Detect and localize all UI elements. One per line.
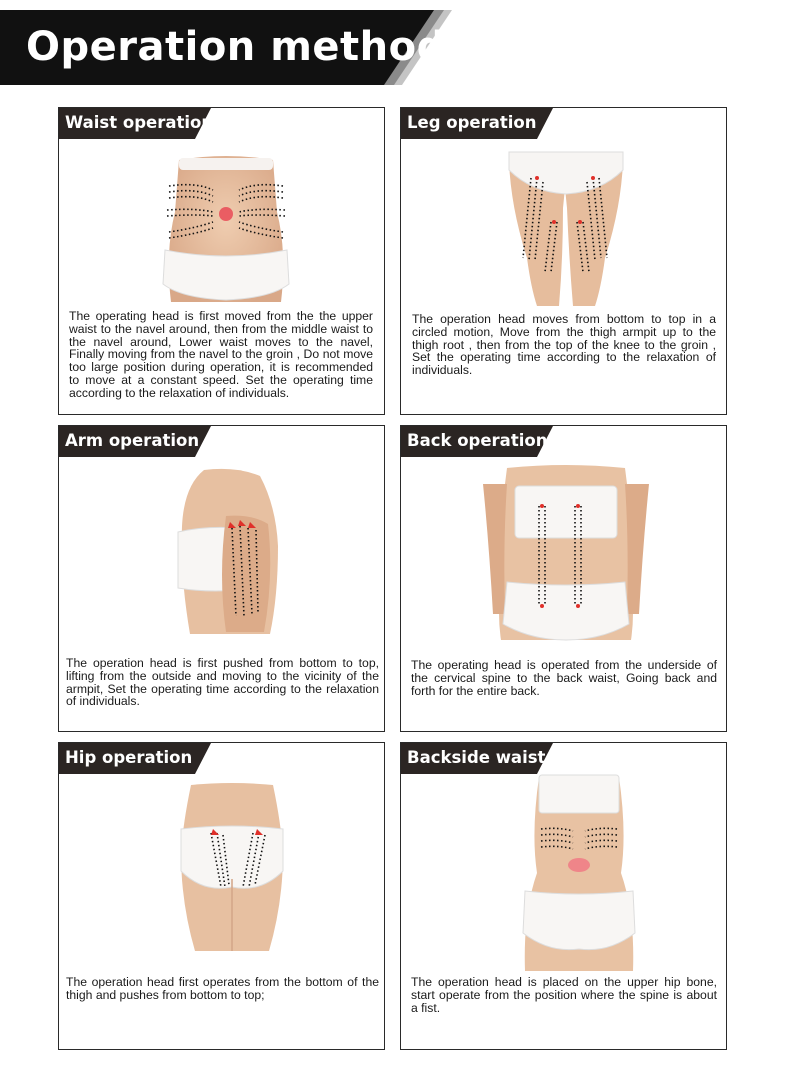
card-description: The operating head is first moved from the the upper waist to the navel around, then from the middle waist to the navel around, Lower waist moves to the navel, Finally moving from the navel to the groin , Do not move too large position during operation, it is recommended to move at a constant speed. Set the operating time according to the relaxation of individuals.: [69, 309, 373, 400]
card-title: Waist operation: [65, 113, 214, 132]
backside-waist-icon: [519, 773, 639, 973]
card-back: [400, 425, 727, 732]
card-waist: [58, 107, 385, 415]
page-title: Operation method: [26, 24, 446, 70]
card-description: The operation head is first pushed from bottom to top, lifting from the outside and moving to the vicinity of the armpit, Set the operating time according to the relaxation of individuals.: [66, 656, 379, 709]
card-hip: [58, 742, 385, 1050]
card-description: The operation head first operates from the bottom of the thigh and pushes from bottom to top;: [66, 975, 379, 1002]
card-title: Back operation: [407, 431, 548, 450]
card-title: Arm operation: [65, 431, 200, 450]
card-backside-waist: [400, 742, 727, 1050]
card-leg: [400, 107, 727, 415]
card-arm: [58, 425, 385, 732]
card-title: Hip operation: [65, 748, 193, 767]
card-description: The operation head moves from bottom to top in a circled motion, Move from the thigh armpit up to the thigh root , then from the top of the knee to the groin , Set the operating time according to the relaxation of individuals.: [412, 312, 716, 378]
legs-icon: [501, 148, 631, 308]
arm-icon: [174, 466, 294, 636]
hip-icon: [177, 783, 287, 953]
card-title: Leg operation: [407, 113, 537, 132]
header-banner: [0, 10, 470, 85]
waist-torso-icon: [151, 152, 301, 302]
card-description: The operation head is placed on the upper hip bone, start operate from the position where the spine is about a fist.: [411, 975, 717, 1015]
back-icon: [481, 464, 651, 642]
card-title: Backside waist: [407, 748, 546, 767]
card-description: The operating head is operated from the underside of the cervical spine to the back waist, Going back and forth for the entire back.: [411, 658, 717, 698]
